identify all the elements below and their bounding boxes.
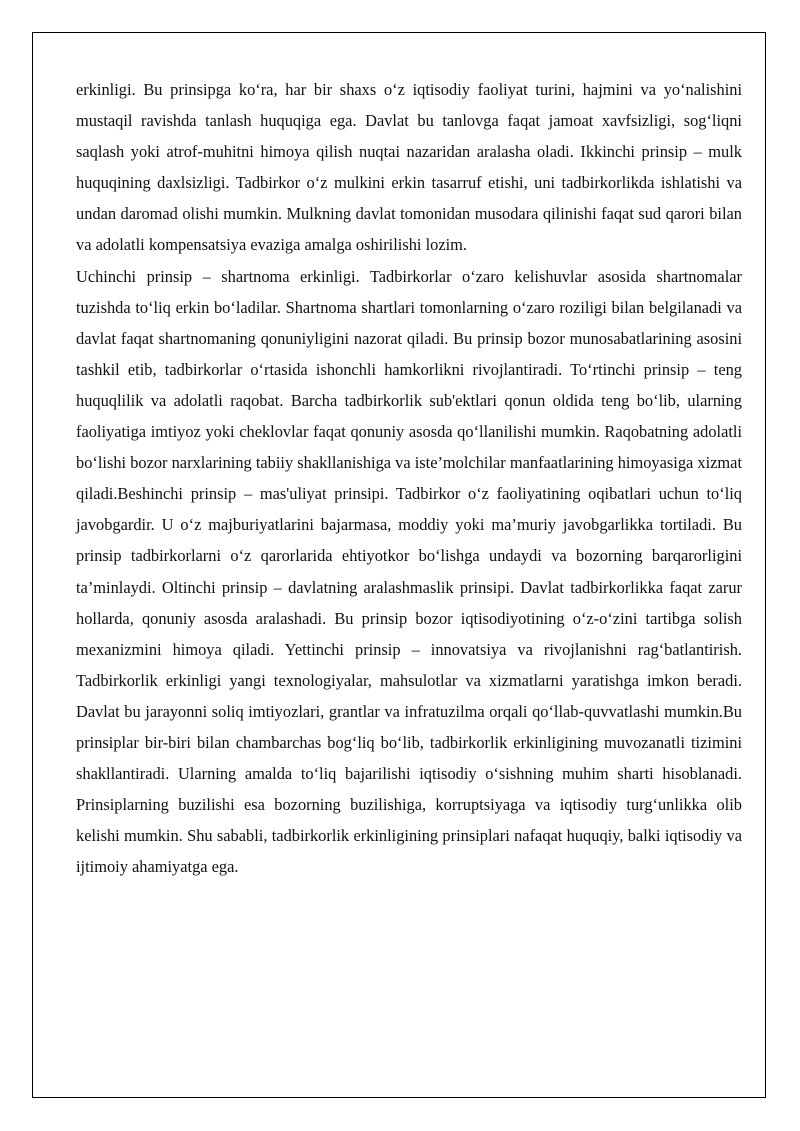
paragraph-2: Uchinchi prinsip – shartnoma erkinligi. Tadbirkorlar o‘zaro kelishuvlar asosida shartnomalar tuzishda to‘liq erkin bo‘ladilar. Shartnoma shartlari tomonlarning o‘zaro roziligi bilan belgilanadi va davlat faqat shartnomaning qonuniyligini nazorat qiladi. Bu prinsip bozor munosabatlarining asosini tashkil etib, tadbirkorlar o‘rtasida ishonchli hamkorlikni rivojlantiradi. To‘rtinchi prinsip – teng huquqlilik va adolatli raqobat. Barcha tadbirkorlik sub'ektlari qonun oldida teng bo‘lib, ularning faoliyatiga imtiyoz yoki cheklovlar faqat qonuniy asosda qo‘llanilishi mumkin. Raqobatning adolatli bo‘lishi bozor narxlarining tabiiy shakllanishiga va iste’molchilar manfaatlarining himoyasiga xizmat qiladi.Beshinchi prinsip – mas'uliyat prinsipi. Tadbirkor o‘z faoliyatining oqibatlari uchun to‘liq javobgardir. U o‘z majburiyatlarini bajarmasa, moddiy yoki ma’muriy javobgarlikka tortiladi. Bu prinsip tadbirkorlarni o‘z qarorlarida ehtiyotkor bo‘lishga undaydi va bozorning barqarorligini ta’minlaydi. Oltinchi prinsip – davlatning aralashmaslik prinsipi. Davlat tadbirkorlikka faqat zarur hollarda, qonuniy asosda aralashadi. Bu prinsip bozor iqtisodiyotining o‘z-o‘zini tartibga solish mexanizmini himoya qiladi. Yettinchi prinsip – innovatsiya va rivojlanishni rag‘batlantirish. Tadbirkorlik erkinligi yangi texnologiyalar, mahsulotlar va xizmatlarni yaratishga imkon beradi. Davlat bu jarayonni soliq imtiyozlari, grantlar va infratuzilma orqali qo‘llab-quvvatlashi mumkin.Bu prinsiplar bir-biri bilan chambarchas bog‘liq bo‘lib, tadbirkorlik erkinligining muvozanatli tizimini shakllantiradi. Ularning amalda to‘liq bajarilishi iqtisodiy o‘sishning muhim sharti hisoblanadi. Prinsiplarning buzilishi esa bozorning buzilishiga, korruptsiyaga va iqtisodiy turg‘unlikka olib kelishi mumkin. Shu sababli, tadbirkorlik erkinligining prinsiplari nafaqat huquqiy, balki iqtisodiy va ijtimoiy ahamiyatga ega. xyxy=(76,266,742,877)
paragraph-1: erkinligi. Bu prinsipga ko‘ra, har bir shaxs o‘z iqtisodiy faoliyat turini, hajmini va yo‘nalishini mustaqil ravishda tanlash huquqiga ega. Davlat bu tanlovga faqat jamoat xavfsizligi, sog‘liqni saqlash yoki atrof-muhitni himoya qilish nuqtai nazaridan aralasha oladi. Ikkinchi prinsip – mulk huquqining daxlsizligi. Tadbirkor o‘z mulkini erkin tasarruf etishi, uni tadbirkorlikda ishlatishi va undan daromad olishi mumkin. Mulkning davlat tomonidan musodara qilinishi faqat sud qarori bilan va adolatli kompensatsiya evaziga amalga oshirilishi lozim. xyxy=(76,80,742,255)
document-body xyxy=(76,74,742,882)
